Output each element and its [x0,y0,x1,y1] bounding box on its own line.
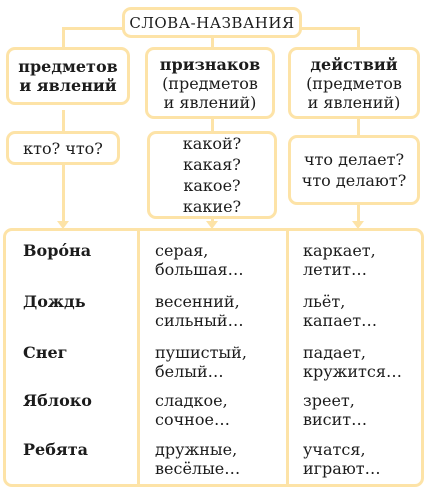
table-divider [137,231,140,484]
question-text: какая? [183,155,241,174]
questions-actions [288,135,420,205]
cell-line: сладкое, [155,391,228,410]
cell-line: зреет, [303,391,355,410]
question-text: что делают? [301,171,407,190]
attribute-cell [155,440,240,478]
action-cell [303,440,381,478]
action-cell [303,343,402,381]
attribute-cell [155,391,230,429]
cell-line: падает, [303,343,366,362]
cell-line: белый… [155,362,224,381]
question-text: какие? [182,197,242,216]
title-text: СЛОВА-НАЗВАНИЯ [129,13,295,32]
cell-line: серая, [155,241,209,260]
attribute-cell [155,292,244,330]
questions-attributes [147,131,277,219]
header-line: предметов [18,57,118,76]
question-text: какое? [183,176,241,195]
cell-line: сильный… [155,311,244,330]
cell-line: висит… [303,410,368,429]
attribute-cell [155,241,244,279]
noun-cell: Яблоко [23,391,92,410]
action-cell [303,391,367,429]
cell-line: учатся, [303,440,366,459]
cell-line: дружные, [155,440,238,459]
question-text: какой? [182,134,242,153]
noun-cell: Ворóна [23,241,92,260]
cell-line: кружится… [303,362,402,381]
attribute-cell [155,343,247,381]
cell-line: весёлые… [155,459,241,478]
question-text: кто? что? [23,138,103,158]
cell-line: пушистый, [155,343,247,362]
cell-line: весенний, [155,292,240,311]
header-line: и явлений) [307,92,401,112]
connector-col1 [62,27,65,49]
connector-col3 [357,27,360,49]
examples-table [3,228,424,487]
action-cell [303,241,376,279]
header-actions [288,47,420,119]
question-text: что делает? [303,150,405,169]
header-line: (предметов [306,73,402,93]
header-line: (предметов [162,73,258,93]
header-objects [6,47,130,105]
cell-line: летит… [303,260,367,279]
table-divider [286,231,289,484]
connector-col3 [357,118,360,136]
noun-cell: Дождь [23,292,86,311]
connector-col2 [211,118,214,132]
header-attributes [145,47,275,119]
cell-line: сочное… [155,410,230,429]
cell-line: большая… [155,260,244,279]
header-line: действий [310,54,398,74]
header-line: и явлений [19,76,117,95]
header-line: признаков [159,54,261,74]
connector-col1 [62,163,65,223]
noun-cell: Ребята [23,440,88,459]
questions-objects [6,131,120,165]
diagram-title [122,7,302,38]
cell-line: играют… [303,459,381,478]
action-cell [303,292,377,330]
cell-line: капает… [303,311,378,330]
cell-line: каркает, [303,241,376,260]
connector-col1 [62,110,65,132]
header-line: и явлений) [163,92,257,112]
noun-cell: Снег [23,343,68,362]
cell-line: льёт, [303,292,346,311]
